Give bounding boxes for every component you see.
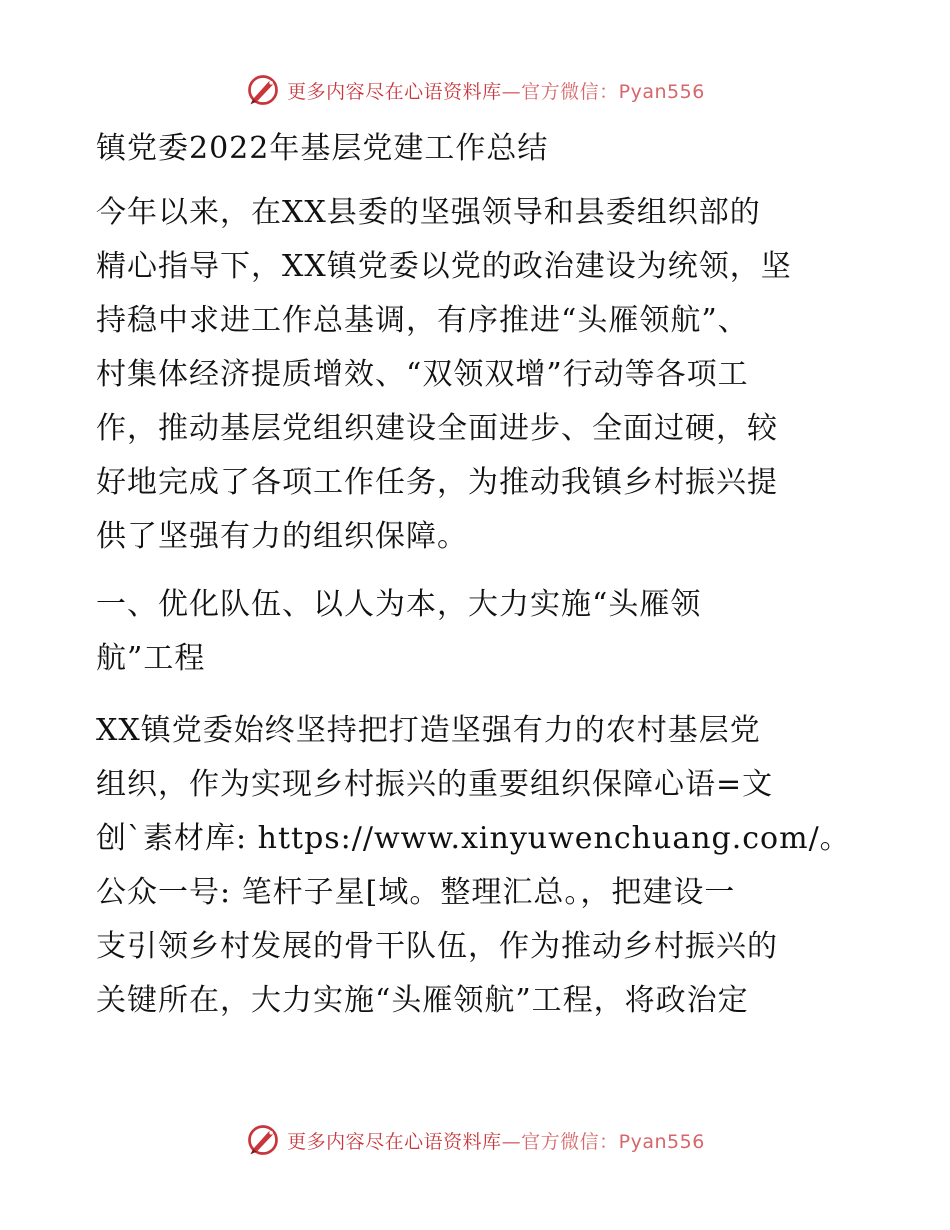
- paragraph-line: 供了坚强有力的组织保障。: [96, 519, 468, 554]
- pen-logo-icon: [245, 72, 281, 108]
- paragraph-line: 作，推动基层党组织建设全面进步、全面过硬，较: [96, 411, 778, 446]
- section-heading-1: [96, 578, 856, 686]
- paragraph-line: 关键所在，大力实施“头雁领航”工程，将政治定: [96, 983, 749, 1018]
- paragraph-line: 支引领乡村发展的骨干队伍，作为推动乡村振兴的: [96, 929, 778, 964]
- paragraph-2: [96, 704, 856, 1028]
- pen-logo-icon: [245, 1122, 281, 1158]
- document-body: [96, 122, 856, 1028]
- paragraph-line: 组织，作为实现乡村振兴的重要组织保障心语=文: [96, 767, 774, 802]
- paragraph-line: XX镇党委始终坚持把打造坚强有力的农村基层党: [96, 713, 761, 748]
- paragraph-line: 今年以来，在XX县委的坚强领导和县委组织部的: [96, 195, 761, 230]
- header-banner-text: 更多内容尽在心语资料库—官方微信：Pyan556: [287, 80, 705, 103]
- document-title: 镇党委2022年基层党建工作总结: [96, 131, 549, 166]
- paragraph-line: 精心指导下，XX镇党委以党的政治建设为统领，坚: [96, 249, 792, 284]
- paragraph-line: 公众一号: 笔杆子星[域。整理汇总。，把建设一: [96, 875, 736, 910]
- paragraph-1: [96, 186, 856, 564]
- footer-banner-text: 更多内容尽在心语资料库—官方微信：Pyan556: [287, 1130, 705, 1153]
- heading-line: 一、优化队伍、以人为本，大力实施“头雁领: [96, 587, 702, 622]
- header-banner: [0, 68, 950, 112]
- footer-banner: [0, 1118, 950, 1162]
- paragraph-line: 好地完成了各项工作任务，为推动我镇乡村振兴提: [96, 465, 778, 500]
- paragraph-line: 创`素材库: https://www.xinyuwenchuang.com/。: [96, 821, 851, 856]
- heading-line: 航”工程: [96, 641, 206, 676]
- paragraph-line: 村集体经济提质增效、“双领双增”行动等各项工: [96, 357, 749, 392]
- paragraph-line: 持稳中求进工作总基调，有序推进“头雁领航”、: [96, 303, 749, 338]
